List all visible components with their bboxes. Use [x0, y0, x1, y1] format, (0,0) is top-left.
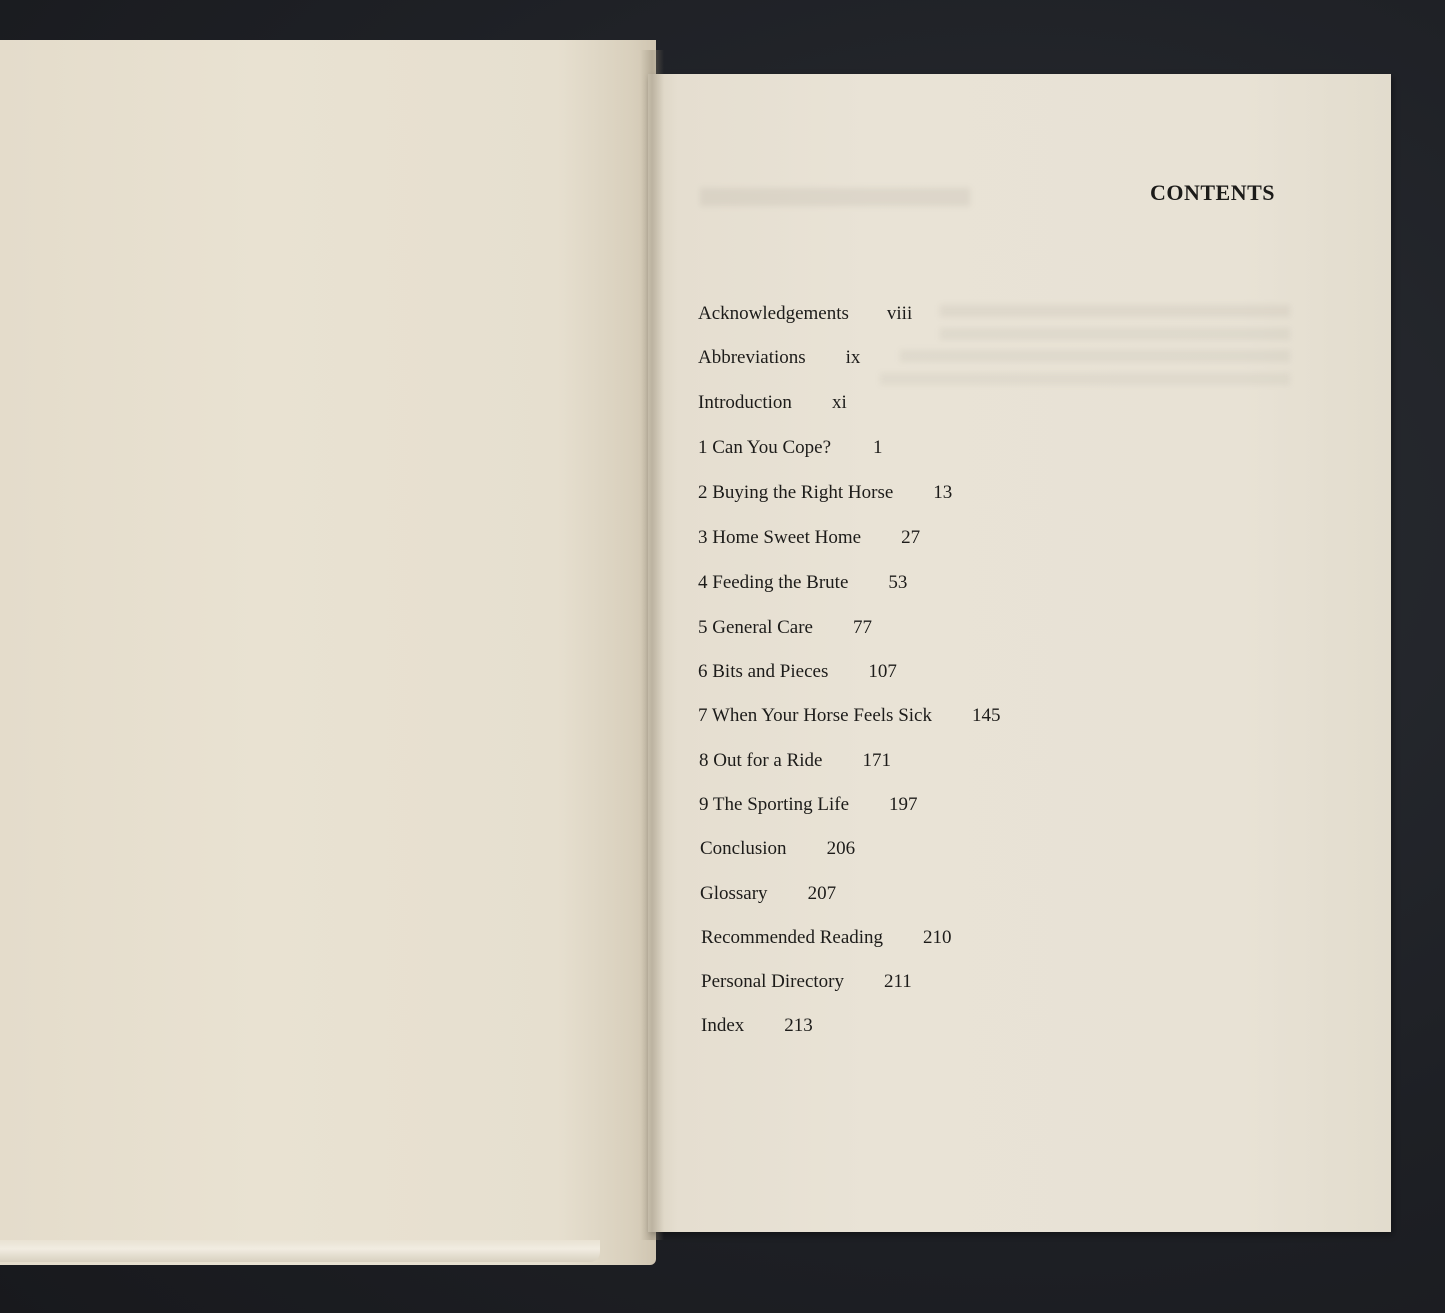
toc-entry-title: 5 General Care — [698, 617, 813, 638]
show-through-text-1 — [940, 305, 1290, 317]
show-through-text-4 — [880, 373, 1290, 385]
toc-entry-title: 9 The Sporting Life — [699, 794, 850, 815]
toc-entry-title: Recommended Reading — [701, 927, 884, 948]
toc-entry — [700, 882, 836, 906]
show-through-text-2 — [940, 328, 1290, 340]
toc-entry-title: Conclusion — [700, 838, 787, 859]
toc-entry-title: 3 Home Sweet Home — [698, 527, 862, 548]
toc-entry-page: 207 — [807, 883, 837, 904]
toc-entry-page: 77 — [853, 617, 872, 638]
toc-entry-page: 210 — [923, 927, 952, 948]
toc-entry-title: 6 Bits and Pieces — [698, 661, 829, 682]
toc-entry — [698, 704, 1000, 728]
toc-entry — [698, 660, 897, 684]
toc-entry-title: Introduction — [698, 392, 792, 413]
left-page-edge — [0, 1240, 600, 1262]
toc-entry-title: Index — [701, 1015, 745, 1036]
contents-heading: CONTENTS — [1150, 180, 1276, 205]
toc-entry-page: 171 — [862, 750, 891, 771]
toc-entry-page: 197 — [889, 794, 918, 815]
toc-entry — [701, 1014, 813, 1038]
toc-entry-title: 4 Feeding the Brute — [698, 572, 849, 593]
toc-entry-title: 2 Buying the Right Horse — [698, 482, 894, 503]
toc-entry-page: 27 — [901, 527, 921, 548]
left-page — [0, 40, 656, 1265]
toc-entry-title: Acknowledgements — [698, 303, 849, 324]
toc-entry-title: Personal Directory — [701, 971, 844, 992]
toc-entry — [700, 837, 855, 861]
toc-entry-title: Glossary — [700, 883, 768, 904]
book-gutter — [640, 50, 664, 1240]
toc-entry — [701, 970, 912, 994]
toc-entry-page: 13 — [933, 482, 953, 503]
toc-entry-page: 211 — [883, 971, 912, 992]
toc-entry-page: ix — [845, 347, 861, 368]
show-through-text-3 — [900, 350, 1290, 362]
toc-entry — [698, 391, 847, 415]
toc-entry — [698, 436, 883, 460]
toc-entry — [701, 926, 952, 950]
toc-entry — [699, 793, 918, 817]
toc-entry-page: viii — [886, 303, 913, 324]
toc-entry-page: 206 — [826, 838, 856, 859]
toc-entry-page: 107 — [868, 661, 897, 682]
toc-entry — [698, 302, 912, 326]
toc-entry-title: 1 Can You Cope? — [698, 437, 832, 458]
toc-entry — [698, 346, 860, 370]
toc-entry-page: 145 — [971, 705, 1001, 726]
toc-entry-page: 1 — [873, 437, 883, 458]
toc-entry-title: 7 When Your Horse Feels Sick — [698, 705, 932, 726]
toc-entry-page: xi — [831, 392, 847, 413]
toc-entry-title: 8 Out for a Ride — [699, 750, 823, 771]
toc-entry — [698, 481, 952, 505]
toc-entry — [698, 571, 907, 595]
toc-entry-page: 53 — [888, 572, 908, 593]
toc-entry — [698, 616, 872, 640]
toc-entry — [699, 749, 891, 773]
toc-entry-title: Abbreviations — [698, 347, 806, 368]
show-through-heading — [700, 188, 970, 206]
toc-entry-page: 213 — [784, 1015, 813, 1036]
toc-entry — [698, 526, 920, 550]
right-page — [648, 74, 1391, 1232]
